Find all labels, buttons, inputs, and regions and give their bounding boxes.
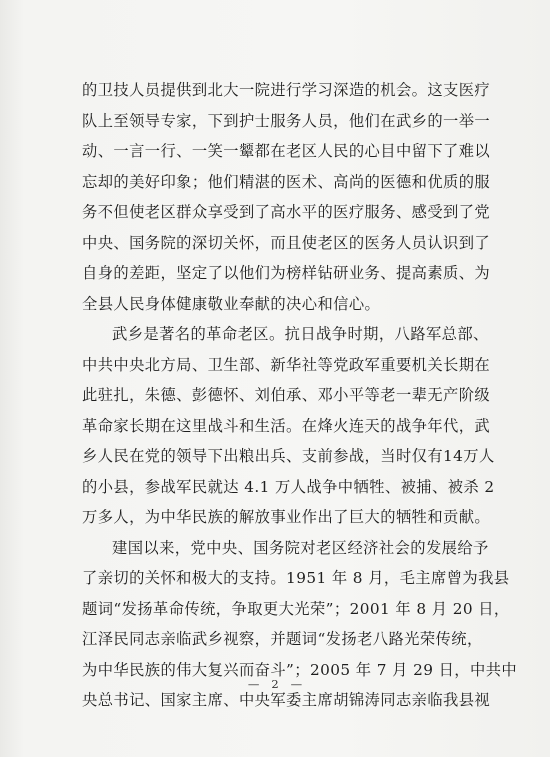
text-line: 了亲切的关怀和极大的支持。1951 年 8 月，毛主席曾为我县	[82, 569, 510, 587]
paragraph-first-line: 建国以来，党中央、国务院对老区经济社会的发展给予	[112, 538, 489, 557]
text-line: 央总书记、国家主席、中央军委主席胡锦涛同志亲临我县视	[82, 691, 491, 709]
text-line: 中共中央北方局、卫生部、新华社等党政军重要机关长期在	[82, 355, 491, 374]
text-line: 全县人民身体健康敬业奉献的决心和信心。	[82, 294, 381, 313]
text-line: 此驻扎，朱德、彭德怀、刘伯承、邓小平等老一辈无产阶级	[82, 386, 491, 404]
text-line: 题词“发扬革命传统，争取更大光荣”；2001 年 8 月 20 日，	[82, 599, 510, 618]
text-line: 乡人民在党的领导下出粮出兵、支前参战，当时仅有14万人	[82, 447, 495, 465]
text-line: 万多人，为中华民族的解放事业作出了巨大的牺牲和贡献。	[82, 508, 491, 526]
text-line: 自身的差距，坚定了以他们为榜样钻研业务、提高素质、为	[82, 264, 491, 282]
text-line: 的小县，参战军民就达 4.1 万人战争中牺牲、被捕、被杀 2	[82, 477, 495, 496]
text-line: 动、一言一行、一笑一颦都在老区人民的心目中留下了难以	[82, 142, 491, 160]
text-line: 江泽民同志亲临武乡视察，并题词“发扬老八路光荣传统，	[82, 630, 483, 648]
text-line: 忘却的美好印象；他们精湛的医术、高尚的医德和优质的服	[82, 172, 491, 191]
text-line: 队上至领导专家，下到护士服务人员，他们在武乡的一举一	[82, 111, 491, 130]
text-line: 为中华民族的伟大复兴而奋斗”；2005 年 7 月 29 日，中共中	[82, 660, 518, 679]
text-line: 的卫技人员提供到北大一院进行学习深造的机会。这支医疗	[82, 81, 491, 99]
page-number: — 2 —	[247, 677, 303, 691]
text-line: 革命家长期在这里战斗和生活。在烽火连天的战争年代，武	[82, 416, 491, 435]
text-line: 中央、国务院的深切关怀，而且使老区的医务人员认识到了	[82, 233, 491, 252]
text-line: 务不但使老区群众享受到了高水平的医疗服务、感受到了党	[82, 203, 491, 221]
paragraph-first-line: 武乡是著名的革命老区。抗日战争时期，八路军总部、	[112, 325, 489, 343]
